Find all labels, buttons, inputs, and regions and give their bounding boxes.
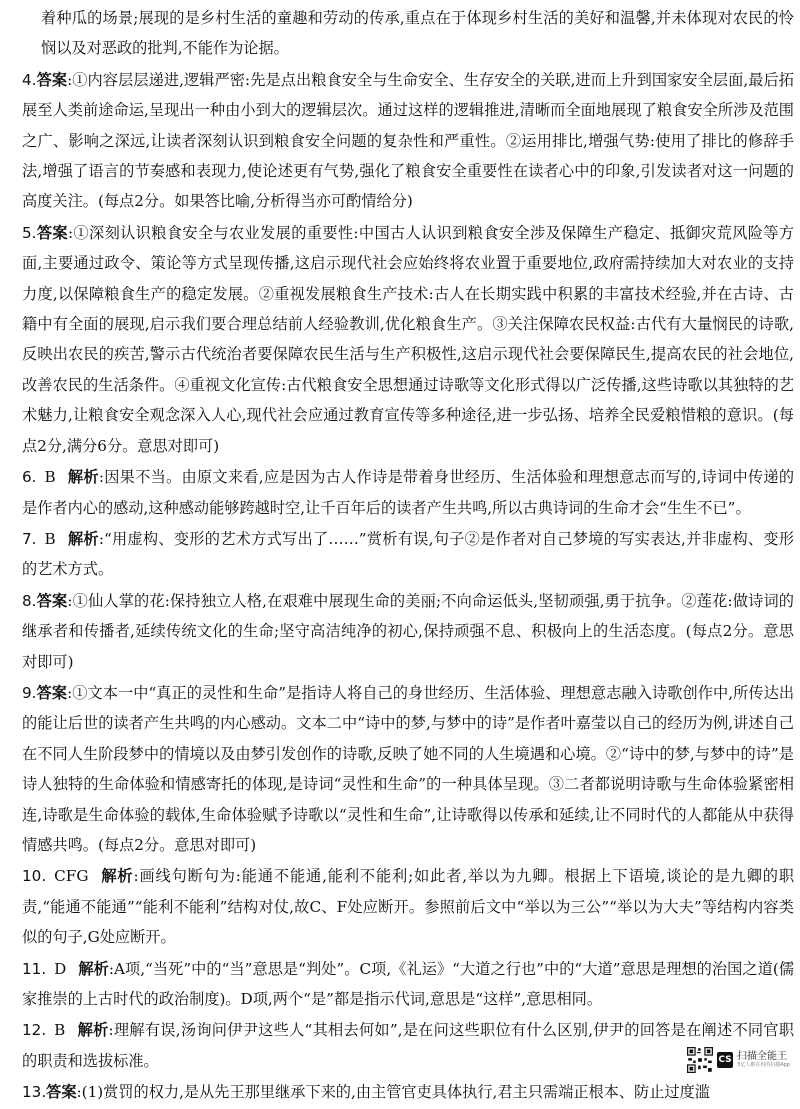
- answer-item: [22, 524, 794, 585]
- answer-label: 解析: [78, 959, 109, 978]
- answer-text: ①深刻认识粮食安全与农业发展的重要性:中国古人认识到粮食安全涉及保障生产稳定、抵御灾荒风险等方面,主要通过政令、策论等方式呈现传播,这启示现代社会应始终将农业置于重要地位,政府需持续加大对农业的支持力度,以保障粮食生产的稳定发展。②重视发展粮食生产技术:古人在长期实践中积累的丰富技术经验,并在古诗、古籍中有全面的展现,启示我们要合理总结前人经验教训,优化粮食生产。③关注保障农民权益:古代有大量悯民的诗歌,反映出农民的疾苦,警示古代统治者要保障农民生活与生产积极性,这启示现代社会要保障民生,提高农民的社会地位,改善农民的生活条件。④重视文化宣传:古代粮食安全思想通过诗歌等文化形式得以广泛传播,这些诗歌以其独特的艺术魅力,让粮食安全观念深入人心,现代社会应通过教育宣传等多种途径,进一步弘扬、培养全民爱粮惜粮的意识。(每点2分,满分6分。意思对即可): [22, 223, 795, 455]
- intro-paragraph: 着种瓜的场景;展现的是乡村生活的童趣和劳动的传承,重点在于体现乡村生活的美好和温馨,并未体现对农民的怜悯以及对恶政的批判,不能作为论据。: [41, 9, 794, 58]
- answer-list: [22, 65, 794, 1108]
- brand-block: [737, 1052, 790, 1068]
- cs-logo-icon: CS: [717, 1052, 733, 1068]
- answer-label: 答案: [36, 591, 68, 610]
- answer-label: 答案: [46, 1083, 77, 1102]
- answer-item: [22, 954, 794, 1015]
- label-colon: :: [76, 1083, 82, 1102]
- question-number: 6.: [22, 468, 37, 487]
- question-number: 12.: [22, 1021, 47, 1040]
- answer-label: 解析: [67, 468, 99, 487]
- answer-text: 画线句断句为:能通不能通,能利不能利;如此者,举以为九卿。根据上下语境,谈论的是九卿的职责,“能通不能通”“能利不能利”结构对仗,故C、F处应断开。参照前后文中“举以为三公”“举以为大夫”等结构内容类似的句子,G处应断开。: [22, 867, 795, 947]
- answer-item: [22, 462, 794, 523]
- answer-text: ①内容层层递进,逻辑严密:先是点出粮食安全与生命安全、生存安全的关联,进而上升到国家安全层面,最后拓展至人类前途命运,呈现出一种由小到大的逻辑层次。通过这样的逻辑推进,清晰而全面地展现了粮食安全所涉及范围之广、影响之深远,让读者深刻认识到粮食安全问题的复杂性和严重性。②运用排比,增强气势:使用了排比的修辞手法,增强了语言的节奏感和表现力,使论述更有气势,强化了粮食安全重要性在读者心中的印象,引发读者对这一问题的高度关注。(每点2分。如果答比喻,分析得当亦可酌情给分): [22, 70, 794, 211]
- answer-item: [22, 65, 794, 217]
- answer-label: 解析: [100, 867, 134, 886]
- question-number: 13.: [22, 1083, 47, 1102]
- label-colon: :: [98, 529, 104, 548]
- choice-answer: B: [44, 529, 56, 548]
- qr-code-icon: [687, 1047, 713, 1073]
- question-number: 4.: [22, 70, 37, 89]
- answer-item: [22, 218, 794, 461]
- scanner-watermark: [687, 1047, 790, 1073]
- question-number: 11.: [22, 959, 47, 978]
- question-number: 10.: [22, 867, 47, 886]
- answer-text: 因果不当。由原文来看,应是因为古人作诗是带着身世经历、生活体验和理想意志而写的,诗词中传递的是作者内心的感动,这种感动能够跨越时空,让千百年后的读者产生共鸣,所以古典诗词的生命才会“生生不已”。: [22, 468, 795, 517]
- label-colon: :: [133, 867, 139, 886]
- answer-label: 答案: [36, 223, 68, 242]
- label-colon: :: [108, 1021, 114, 1040]
- question-number: 8.: [22, 591, 37, 610]
- label-colon: :: [67, 683, 73, 702]
- choice-answer: CFG: [54, 867, 89, 886]
- label-colon: :: [108, 959, 114, 978]
- label-colon: :: [67, 591, 73, 610]
- answer-item: [22, 1015, 794, 1076]
- choice-answer: D: [54, 959, 67, 978]
- answer-text: (1)赏罚的权力,是从先王那里继承下来的,由主管官吏具体执行,君主只需端正根本、防止过度滥: [81, 1083, 710, 1102]
- answer-item: [22, 678, 794, 860]
- brand-slogan: 3亿人都在用的扫描App: [737, 1062, 790, 1068]
- answer-label: 答案: [36, 70, 68, 89]
- label-colon: :: [98, 468, 104, 487]
- question-number: 9.: [22, 683, 37, 702]
- answer-label: 解析: [67, 529, 99, 548]
- document-page: [22, 3, 794, 1109]
- answer-label: 答案: [36, 683, 68, 702]
- answer-text: 理解有误,汤询问伊尹这些人“其相去何如”,是在问这些职位有什么区别,伊尹的回答是在阐述不同官职的职责和选拔标准。: [22, 1021, 795, 1070]
- label-colon: :: [67, 223, 74, 242]
- answer-text: ①仙人掌的花:保持独立人格,在艰难中展现生命的美丽;不向命运低头,坚韧顽强,勇于抗争。②莲花:做诗词的继承者和传播者,延续传统文化的生命;坚守高洁纯净的初心,保持顽强不息、积极向上的生活态度。(每点2分。意思对即可): [22, 591, 794, 671]
- answer-text: “用虚构、变形的艺术方式写出了……”赏析有误,句子②是作者对自己梦境的写实表达,并非虚构、变形的艺术方式。: [22, 529, 795, 579]
- question-number: 5.: [22, 223, 37, 242]
- answer-label: 解析: [77, 1021, 109, 1040]
- answer-item: [22, 1077, 794, 1107]
- answer-item: [22, 861, 794, 952]
- choice-answer: B: [54, 1021, 66, 1040]
- answer-item: [22, 586, 794, 677]
- brand-name: 扫描全能王: [737, 1051, 788, 1062]
- label-colon: :: [67, 70, 73, 89]
- question-number: 7.: [22, 529, 37, 548]
- answer-text: ①文本一中“真正的灵性和生命”是指诗人将自己的身世经历、生活体验、理想意志融入诗歌创作中,所传达出的能让后世的读者产生共鸣的内心感动。文本二中“诗中的梦,与梦中的诗”是作者叶嘉莹以自己的经历为例,讲述自己在不同人生阶段梦中的情境以及由梦引发创作的诗歌,反映了她不同的人生境遇和心境。②“诗中的梦,与梦中的诗”是诗人独特的生命体验和情感寄托的体现,是诗词“灵性和生命”的一种具体呈现。③二者都说明诗歌与生命体验紧密相连,诗歌是生命体验的载体,生命体验赋予诗歌以“灵性和生命”,让诗歌得以传承和延续,让不同时代的人都能从中获得情感共鸣。(每点2分。意思对即可): [22, 683, 795, 854]
- choice-answer: B: [44, 468, 56, 487]
- answer-text: A项,“当死”中的“当”意思是“判处”。C项,《礼运》“大道之行也”中的“大道”意思是理想的治国之道(儒家推崇的上古时代的政治制度)。D项,两个“是”都是指示代词,意思是“这样”,意思相同。: [22, 959, 795, 1008]
